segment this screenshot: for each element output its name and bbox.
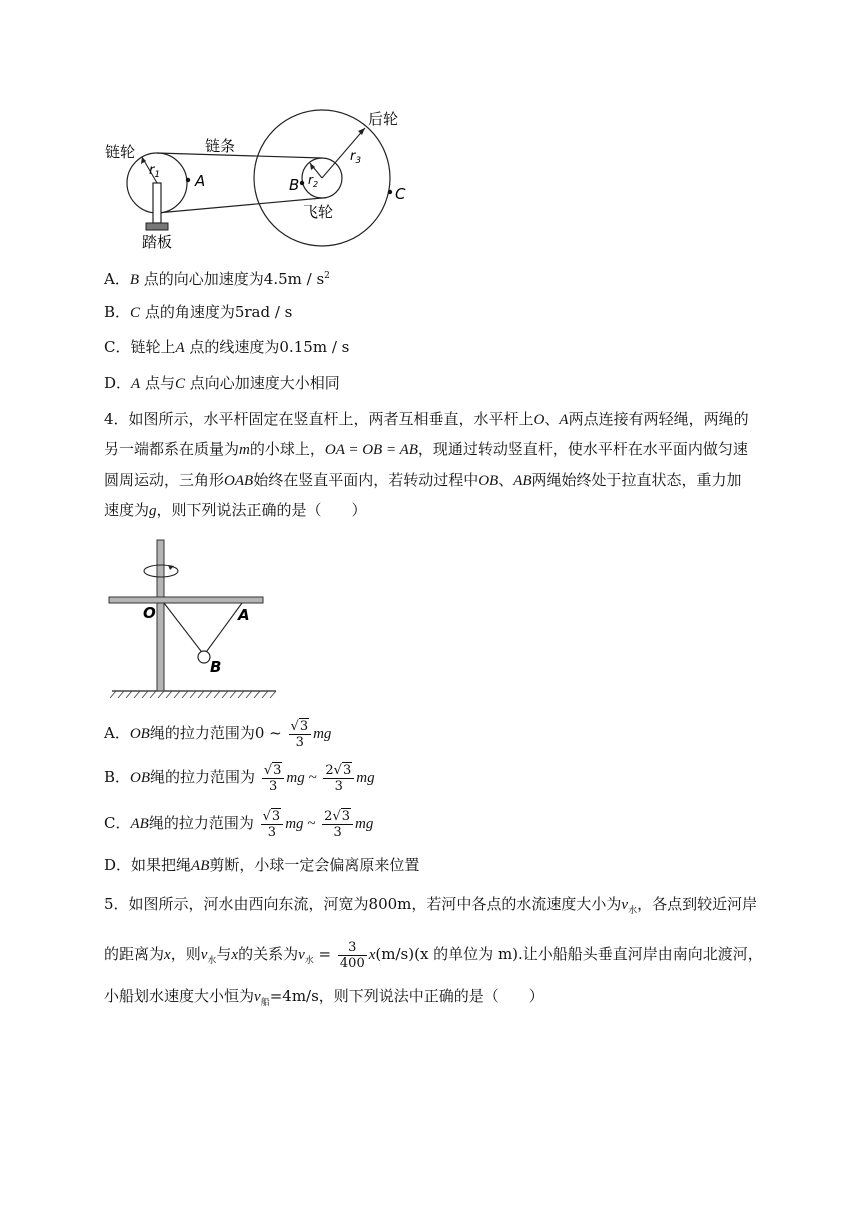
q3-option-D: D．A 点与C 点向心加速度大小相同 bbox=[104, 374, 340, 392]
fraction: $\frac{√3}{3}$ bbox=[262, 763, 285, 794]
point-C-dot bbox=[388, 190, 392, 194]
vertical-rod bbox=[157, 540, 164, 691]
label-rear-wheel: 后轮 bbox=[368, 110, 399, 128]
label-chain: 链条 bbox=[205, 137, 236, 155]
q5-stem-line2: 的距离为x，则$v_水$与x的关系为$v_水$ = $\frac{3}{400}$ x(m/s)(x 的单位为 m).让小船船头垂直河岸由南向北渡河， bbox=[104, 939, 763, 971]
fraction: $\frac{√3}{3}$ bbox=[261, 809, 284, 840]
q3-option-C: C．链轮上A 点的线速度为0.15m / s bbox=[104, 338, 350, 356]
fraction: $\frac{2√3}{3}$ bbox=[322, 809, 353, 840]
pedal-crank bbox=[153, 183, 161, 223]
label-r3: $r_3$ bbox=[350, 149, 362, 166]
q4-stem-line2: 另一端都系在质量为m的小球上，OA = OB = AB，现通过转动竖直杆，使水平杆在水平面内做匀速 bbox=[104, 440, 748, 458]
chain-top bbox=[157, 153, 322, 158]
q4-option-C: C．AB绳的拉力范围为 $\frac{√3}{3}$ mg ~ $\frac{2√3}{3}$ mg bbox=[104, 808, 374, 840]
rope-AB bbox=[204, 603, 242, 655]
label-C: C bbox=[395, 185, 406, 203]
r3-arrow bbox=[322, 128, 365, 178]
label-flywheel: 飞轮 bbox=[303, 203, 334, 221]
rotation-arrowhead bbox=[168, 565, 174, 570]
label-A: A bbox=[195, 172, 206, 190]
label-r2: $r_2$ bbox=[308, 173, 319, 189]
pedal bbox=[146, 223, 168, 230]
q4-option-D: D．如果把绳AB剪断，小球一定会偏离原来位置 bbox=[104, 856, 420, 874]
rope-OB bbox=[164, 603, 204, 655]
r3-arrowhead bbox=[358, 128, 365, 135]
ground-hatch bbox=[110, 691, 276, 698]
fraction: $\frac{3}{400}$ bbox=[339, 939, 365, 971]
fraction: $\frac{√3}{3}$ bbox=[289, 719, 312, 750]
q4-stem-line1: 4．如图所示，水平杆固定在竖直杆上，两者互相垂直，水平杆上O、A两点连接有两轻绳，两绳的 bbox=[104, 410, 749, 428]
q4-stem-line4: 速度为g，则下列说法正确的是（ ） bbox=[104, 501, 367, 519]
q5-stem-line1: 5．如图所示，河水由西向东流，河宽为800m，若河中各点的水流速度大小为$v_水$，各点到较近河岸 bbox=[104, 895, 758, 916]
fig-label-B: B bbox=[210, 658, 222, 676]
fraction: $\frac{2√3}{3}$ bbox=[323, 763, 354, 794]
label-r1: $r_1$ bbox=[149, 163, 161, 180]
horizontal-rod bbox=[109, 597, 263, 603]
point-A-dot bbox=[186, 178, 190, 182]
q4-option-A: A．OB绳的拉力范围为0 ~ $\frac{√3}{3}$ mg bbox=[104, 718, 332, 750]
label-pedal: 踏板 bbox=[142, 233, 173, 251]
bicycle-transmission-figure bbox=[100, 100, 420, 252]
label-sprocket: 链轮 bbox=[105, 143, 136, 161]
q5-stem-line3: 小船划水速度大小恒为$v_船=4m/s$，则下列说法中正确的是（ ） bbox=[104, 987, 544, 1008]
q4-option-B: B．OB绳的拉力范围为 $\frac{√3}{3}$ mg ~ $\frac{2√3}{3}$ mg bbox=[104, 762, 375, 794]
q3-option-B: B．C 点的角速度为5rad / s bbox=[104, 303, 293, 321]
rotating-rod-figure bbox=[108, 538, 280, 702]
q3-option-A: A．B 点的向心加速度为$4.5m / s^2$ bbox=[104, 270, 330, 288]
point-B-dot bbox=[300, 181, 304, 185]
fig-label-O: O bbox=[143, 604, 156, 622]
ball bbox=[198, 651, 210, 663]
label-B: B bbox=[289, 176, 300, 194]
q4-stem-line3: 圆周运动，三角形OAB始终在竖直平面内，若转动过程中OB、AB两绳始终处于拉直状态，重力加 bbox=[104, 471, 742, 489]
fig-label-A: A bbox=[238, 606, 250, 624]
